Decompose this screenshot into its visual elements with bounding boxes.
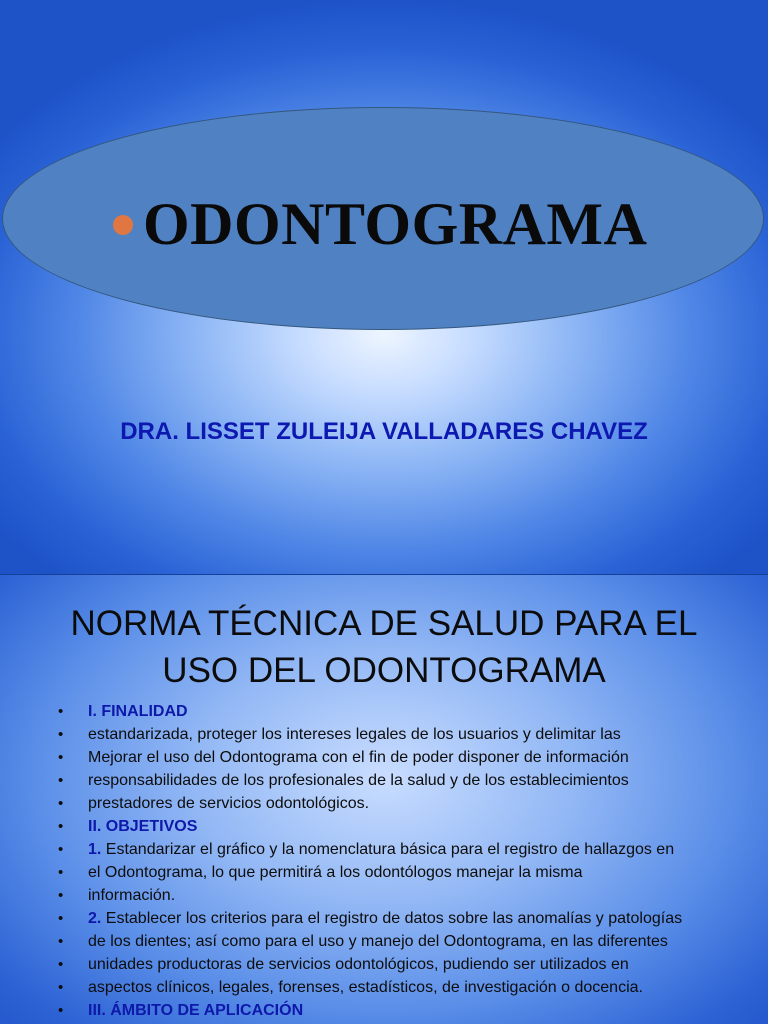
bullet-icon: • bbox=[58, 703, 64, 720]
item-number: 1. bbox=[88, 841, 102, 858]
bullet-icon: • bbox=[58, 910, 64, 927]
list-item: • 2. Establecer los criterios para el registro de datos sobre las anomalías y patologías bbox=[0, 907, 768, 930]
list-item: • unidades productoras de servicios odontológicos, pudiendo ser utilizados en bbox=[0, 953, 768, 976]
bullet-icon: • bbox=[58, 749, 64, 766]
bullet-icon: • bbox=[58, 887, 64, 904]
list-item: • III. ÁMBITO DE APLICACIÓN bbox=[0, 999, 768, 1022]
author-name: DRA. LISSET ZULEIJA VALLADARES CHAVEZ bbox=[120, 418, 648, 445]
list-item: • 1. Estandarizar el gráfico y la nomenclatura básica para el registro de hallazgos en bbox=[0, 838, 768, 861]
content-heading bbox=[0, 600, 768, 694]
bullet-icon: • bbox=[58, 841, 64, 858]
bullet-icon: • bbox=[58, 864, 64, 881]
slide-title-text: ODONTOGRAMA bbox=[143, 191, 648, 257]
bullet-list bbox=[0, 700, 768, 1022]
bullet-icon: • bbox=[58, 933, 64, 950]
list-item: • de los dientes; así como para el uso y manejo del Odontograma, en las diferentes bbox=[0, 930, 768, 953]
bullet-icon: • bbox=[58, 1002, 64, 1019]
list-item: • Mejorar el uso del Odontograma con el fin de poder disponer de información bbox=[0, 746, 768, 769]
list-item: • II. OBJETIVOS bbox=[0, 815, 768, 838]
list-item: • el Odontograma, lo que permitirá a los odontólogos manejar la misma bbox=[0, 861, 768, 884]
bullet-icon: • bbox=[58, 818, 64, 835]
bullet-icon: • bbox=[58, 772, 64, 789]
list-item: • aspectos clínicos, legales, forenses, estadísticos, de investigación o docencia. bbox=[0, 976, 768, 999]
heading-line-2: USO DEL ODONTOGRAMA bbox=[162, 651, 606, 690]
list-item: • estandarizada, proteger los intereses legales de los usuarios y delimitar las bbox=[0, 723, 768, 746]
bullet-icon: • bbox=[58, 726, 64, 743]
item-number: 2. bbox=[88, 910, 102, 927]
heading-line-1: NORMA TÉCNICA DE SALUD PARA EL bbox=[70, 604, 698, 643]
bullet-icon: • bbox=[58, 979, 64, 996]
bullet-icon: • bbox=[58, 795, 64, 812]
list-item: • responsabilidades de los profesionales de la salud y de los establecimientos bbox=[0, 769, 768, 792]
list-item: • I. FINALIDAD bbox=[0, 700, 768, 723]
list-item: • prestadores de servicios odontológicos. bbox=[0, 792, 768, 815]
bullet-dot-icon bbox=[113, 215, 133, 235]
bullet-icon: • bbox=[58, 956, 64, 973]
list-item: • información. bbox=[0, 884, 768, 907]
